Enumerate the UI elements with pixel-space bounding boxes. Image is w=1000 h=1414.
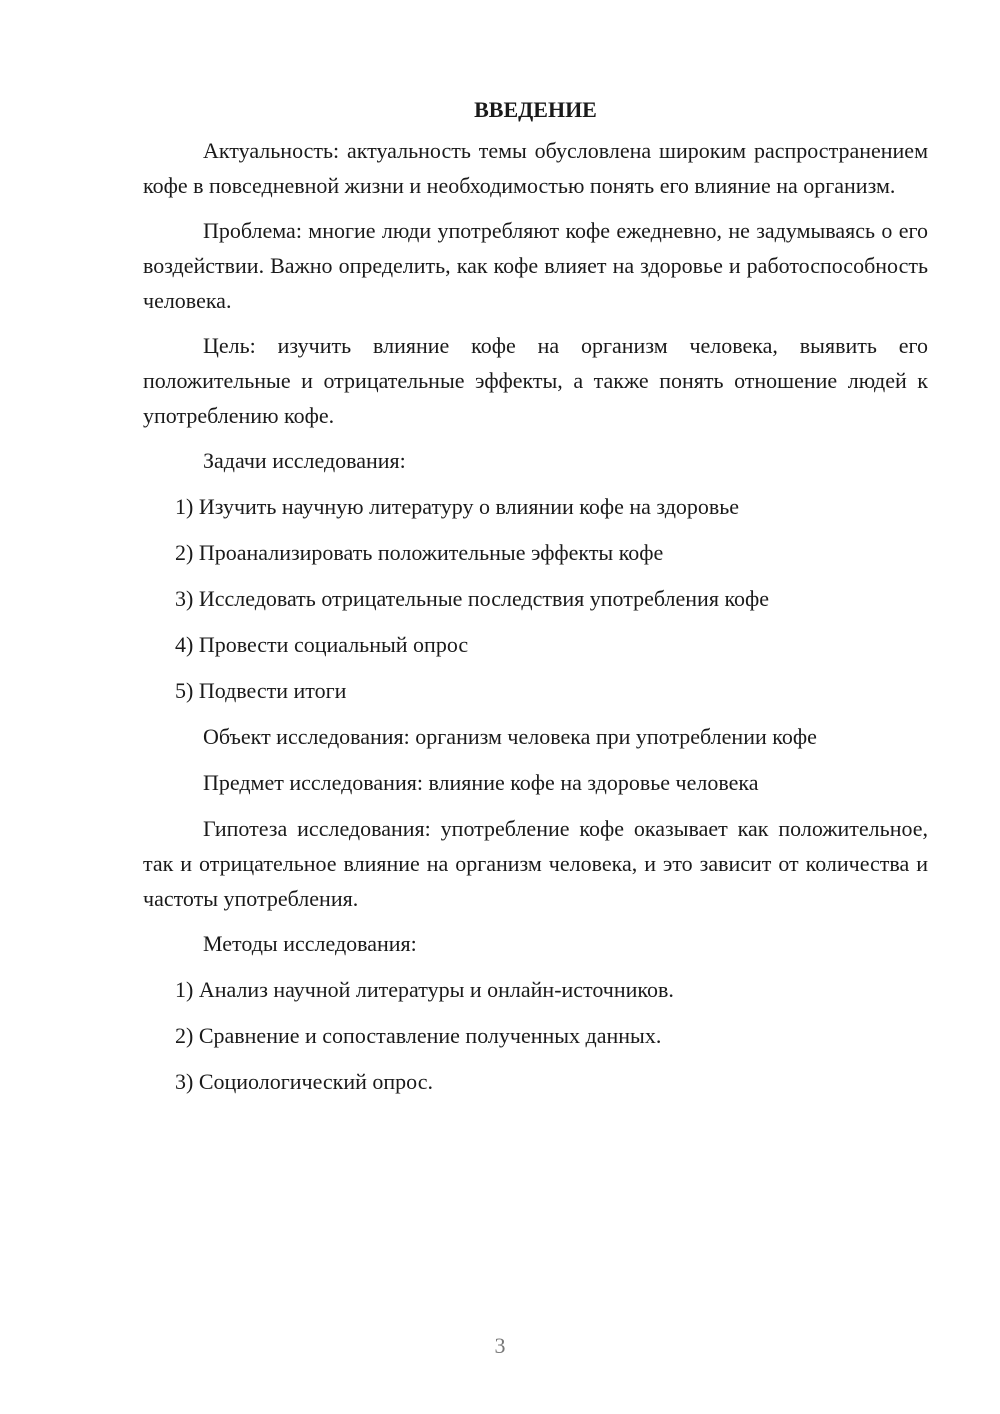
task-item: 2) Проанализировать положительные эффекты кофе xyxy=(175,540,664,565)
method-item: 1) Анализ научной литературы и онлайн-источников. xyxy=(175,977,674,1002)
tasks-list xyxy=(143,489,928,708)
hypothesis-paragraph: Гипотеза исследования: употребление кофе оказывает как положительное, так и отрицательное влияние на организм человека, и это зависит от количества и частоты употребления. xyxy=(143,816,928,911)
page-content xyxy=(143,95,928,1110)
task-item: 5) Подвести итоги xyxy=(175,678,347,703)
page-title: ВВЕДЕНИЕ xyxy=(474,97,597,122)
task-item: 3) Исследовать отрицательные последствия употребления кофе xyxy=(175,586,770,611)
method-item: 2) Сравнение и сопоставление полученных данных. xyxy=(175,1023,662,1048)
object-line: Объект исследования: организм человека при употреблении кофе xyxy=(203,724,817,749)
method-item: 3) Социологический опрос. xyxy=(175,1069,433,1094)
tasks-heading: Задачи исследования: xyxy=(203,448,406,473)
methods-list xyxy=(143,972,928,1099)
problem-paragraph: Проблема: многие люди употребляют кофе ежедневно, не задумываясь о его воздействии. Важно определить, как кофе влияет на здоровье и работоспособность человека. xyxy=(143,218,928,313)
goal-paragraph: Цель: изучить влияние кофе на организм человека, выявить его положительные и отрицательные эффекты, а также понять отношение людей к употреблению кофе. xyxy=(143,333,928,428)
page-number: 3 xyxy=(494,1333,506,1358)
task-item: 1) Изучить научную литературу о влиянии кофе на здоровье xyxy=(175,494,740,519)
relevance-paragraph: Актуальность: актуальность темы обусловлена широким распространением кофе в повседневной жизни и необходимостью понять его влияние на организм. xyxy=(143,138,928,198)
subject-line: Предмет исследования: влияние кофе на здоровье человека xyxy=(203,770,759,795)
methods-heading: Методы исследования: xyxy=(203,931,417,956)
task-item: 4) Провести социальный опрос xyxy=(175,632,469,657)
